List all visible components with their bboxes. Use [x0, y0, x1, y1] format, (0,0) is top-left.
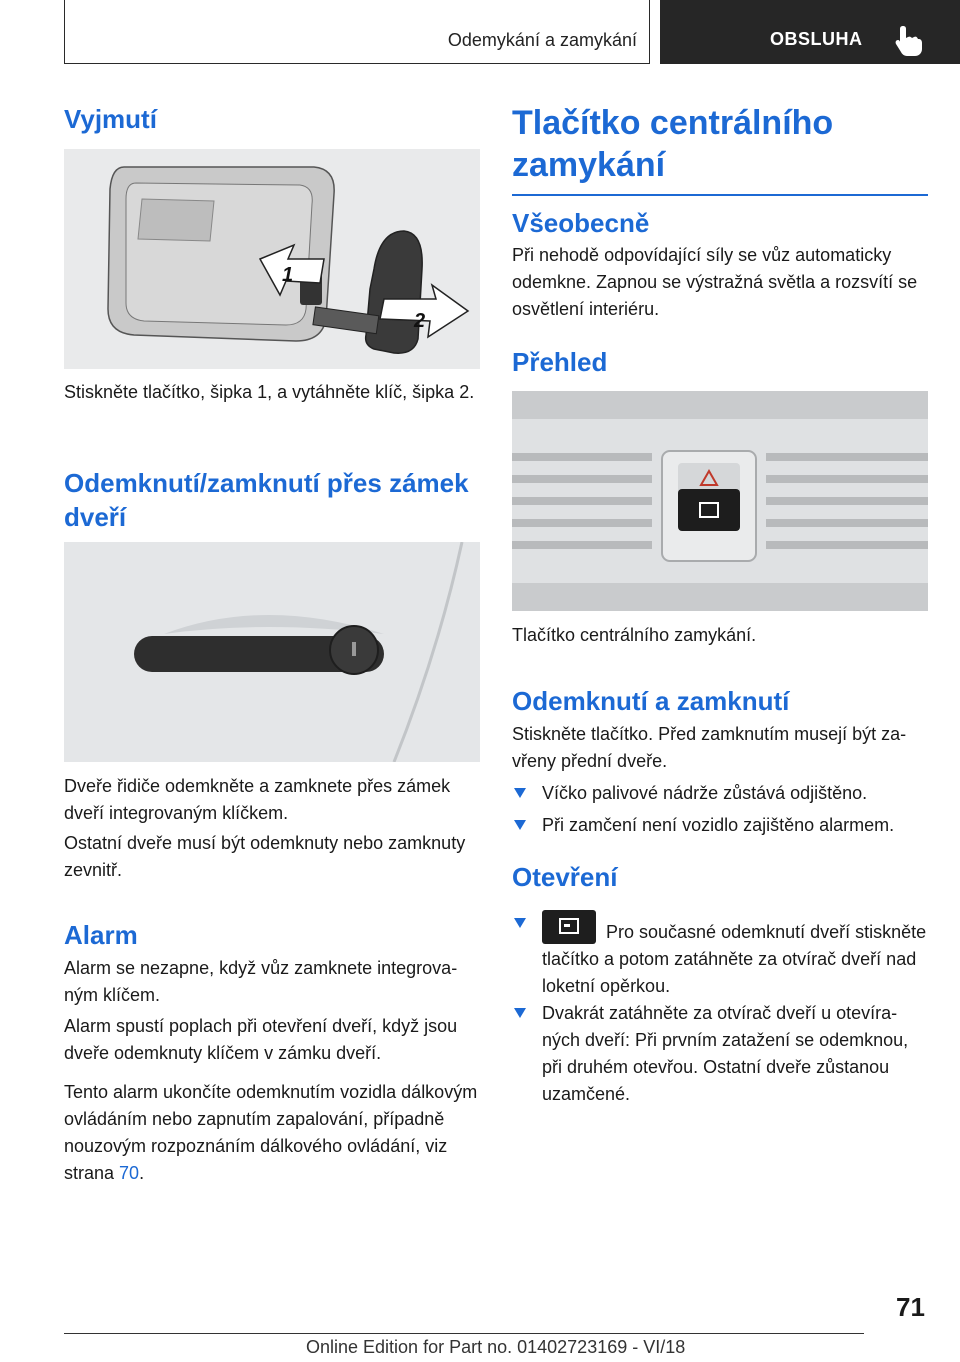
door-handle-illustration — [64, 542, 480, 762]
bullet-triangle-icon — [514, 820, 526, 830]
list-item-text: Víčko palivové nádrže zůstává odjištěno. — [542, 783, 868, 803]
heading-unlock-lock: Odemknutí a zamknutí — [512, 686, 790, 716]
header-chapter-tab — [64, 0, 650, 64]
heading-overview: Přehled — [512, 347, 608, 377]
list-item — [512, 910, 928, 1000]
bullet-triangle-icon — [514, 788, 526, 798]
central-lock-illustration — [512, 391, 928, 611]
list-item — [512, 780, 928, 807]
heading-general: Všeobecně — [512, 208, 650, 238]
footer-rule — [64, 1333, 864, 1334]
alarm-paragraph-3-text: Tento alarm ukončíte odemknutím vozidla dálkovým ovládáním nebo zapnutím zapalování, případně nouzovým rozpoznáním dálkového ovládání, viz strana — [64, 1082, 478, 1183]
list-item — [512, 1000, 928, 1108]
heading-rule — [512, 194, 928, 196]
heading-alarm: Alarm — [64, 920, 138, 950]
lock-paragraph: Stiskněte tlačítko. Před zamknutím musejí být zavřeny přední dveře. — [512, 724, 907, 771]
heading-central-locking-button: Tlačítko centrálního zamykání — [512, 104, 834, 184]
heading-remove: Vyjmutí — [64, 104, 157, 134]
list-item-text: Při zamčení není vozidlo zajištěno alarmem. — [542, 815, 895, 835]
figure-central-lock-button — [512, 391, 928, 611]
page-number: 71 — [896, 1292, 925, 1322]
figure-door-handle — [64, 542, 480, 762]
key-removal-illustration — [64, 149, 480, 369]
footer-edition: Online Edition for Part no. 01402723169 - VI/18 — [306, 1337, 686, 1357]
arrow-label-1: 1 — [282, 264, 294, 286]
list-item — [512, 812, 928, 839]
door-paragraph-1: Dveře řidiče odemkněte a zamknete přes zámek dveří integrovaným klíčkem. — [64, 776, 451, 823]
figure3-caption: Tlačítko centrálního zamykání. — [512, 625, 757, 645]
general-paragraph: Při nehodě odpovídající síly se vůz automaticky odemkne. Zapnou se výstražná světla a rozsvítí se osvětlení interiéru. — [512, 245, 918, 319]
alarm-paragraph-2: Alarm spustí poplach při otevření dveří, když jsou dveře odemknuty klíčem v zámku dveří. — [64, 1016, 458, 1063]
list-item-text: Dvakrát zatáhněte za otvírač dveří u otevíraných dveří: Při prvním zatažení se odemknou, při druhém otevřou. Ostatní dveře zůstanou uzamčené. — [542, 1003, 909, 1104]
section-label: OBSLUHA — [770, 29, 863, 49]
heading-door-lock: Odemknutí/zamknutí přes zámek dveří — [64, 468, 469, 532]
alarm-paragraph-3 — [64, 1079, 480, 1187]
bullet-triangle-icon — [514, 918, 526, 928]
chapter-title: Odemykání a zamykání — [447, 30, 637, 50]
alarm-paragraph-3-end: . — [139, 1163, 145, 1183]
figure1-caption: Stiskněte tlačítko, šipka 1, a vytáhněte klíč, šipka 2. — [64, 382, 475, 402]
heading-open: Otevření — [512, 862, 618, 892]
central-lock-button-icon — [542, 910, 596, 944]
header-section-tab — [660, 0, 960, 64]
alarm-paragraph-1: Alarm se nezapne, když vůz zamknete integrovaným klíčem. — [64, 958, 458, 1005]
door-paragraph-2: Ostatní dveře musí být odemknuty nebo zamknuty zevnitř. — [64, 833, 466, 880]
list-item-text: Pro současné odemknutí dveří stiskněte tlačítko a potom zatáhněte za otvírač dveří nad loketní opěrkou. — [542, 922, 927, 996]
figure-key-removal — [64, 149, 480, 369]
arrow-label-2: 2 — [414, 310, 426, 332]
page-reference-link[interactable]: 70 — [119, 1163, 140, 1183]
bullet-triangle-icon — [514, 1008, 526, 1018]
pointing-hand-icon — [894, 24, 922, 56]
